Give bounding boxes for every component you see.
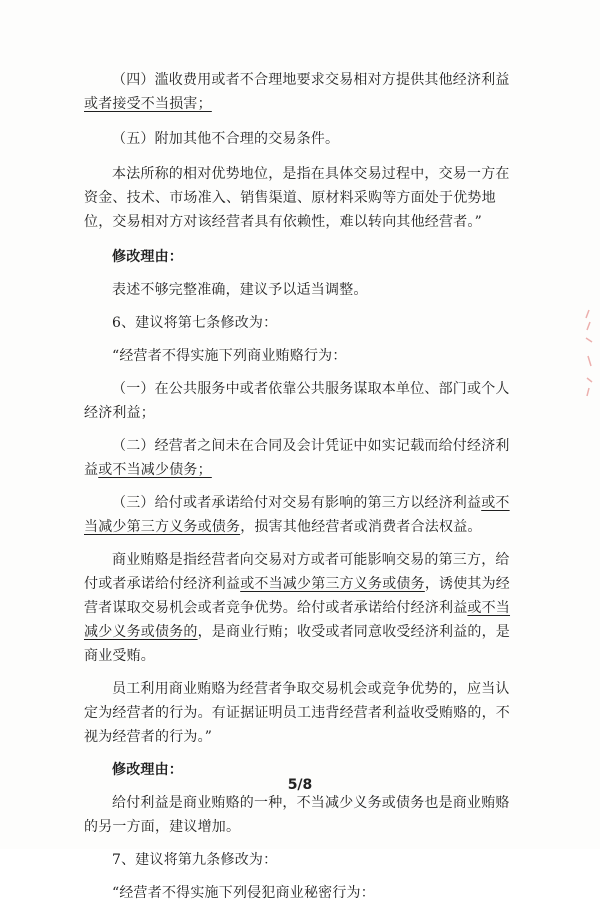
underlined-amendment: 或不当减少义务或债务的 <box>84 600 511 640</box>
paragraph-text: ，诱使其为经营者谋取交易机会或者竞争优势。给付或者承诺给付经济利益 <box>84 576 511 616</box>
reason-text: 表述不够完整准确，建议予以适当调整。 <box>112 282 368 298</box>
underlined-amendment: 或不当减少债务； <box>98 462 212 478</box>
paragraph-definition: 本法所称的相对优势地位，是指在具体交易过程中，交易一方在资金、技术、市场准入、销售渠道、原材料采购等方面处于优势地位，交易相对方对该经营者具有依赖性，难以转向其他经营者。” <box>84 166 510 230</box>
paragraph-text: ，损害其他经营者或消费者合法权益。 <box>240 519 482 535</box>
underlined-amendment: 或不当减少第三方义务或债务 <box>240 576 425 592</box>
reason-text-2: 给付利益是商业贿赂的一种，不当减少义务或债务也是商业贿赂的另一方面，建议增加。 <box>84 795 510 835</box>
paragraph-item-4 <box>84 68 516 116</box>
article-9-intro: “经营者不得实施下列侵犯商业秘密行为： <box>112 885 375 901</box>
underlined-amendment: 或者接受不当损害； <box>84 96 212 112</box>
paragraph-item-5: （五）附加其他不合理的交易条件。 <box>112 131 340 147</box>
reason-heading-2: 修改理由： <box>112 762 183 778</box>
paragraph-text: （二）经营者之间未在合同及会计凭证中如实记载而给付经济利益 <box>84 438 510 478</box>
bribery-definition <box>84 548 516 668</box>
article-7-intro: “经营者不得实施下列商业贿赂行为： <box>112 348 347 364</box>
reason-heading: 修改理由： <box>112 249 183 265</box>
suggestion-7: 7、建议将第九条修改为： <box>112 852 278 868</box>
paragraph-text: （四）滥收费用或者不合理地要求交易相对方提供其他经济利益 <box>112 72 510 88</box>
paragraph-text: （三）给付或者承诺给付对交易有影响的第三方以经济利益 <box>112 495 482 511</box>
article-7-item-3 <box>84 491 516 539</box>
paragraph-text: 商业贿赂是指经营者向交易对方或者可能影响交易的第三方，给付或者承诺给付经济利益 <box>84 552 510 592</box>
page-number: 5/8 <box>287 777 313 793</box>
underlined-amendment: 或不当减少第三方义务或债务 <box>84 495 510 535</box>
paragraph-text: ，是商业行贿；收受或者同意收受经济利益的，是商业受贿。 <box>84 624 511 664</box>
employee-bribery: 员工利用商业贿赂为经营者争取交易机会或竞争优势的，应当认定为经营者的行为。有证据证明员工违背经营者利益收受贿赂的，不视为经营者的行为。” <box>84 681 510 745</box>
stamp-edge-mark <box>584 308 594 398</box>
article-7-item-2 <box>84 434 516 482</box>
article-7-item-1: （一）在公共服务中或者依靠公共服务谋取本单位、部门或个人经济利益； <box>84 381 510 421</box>
suggestion-6: 6、建议将第七条修改为： <box>112 315 278 331</box>
